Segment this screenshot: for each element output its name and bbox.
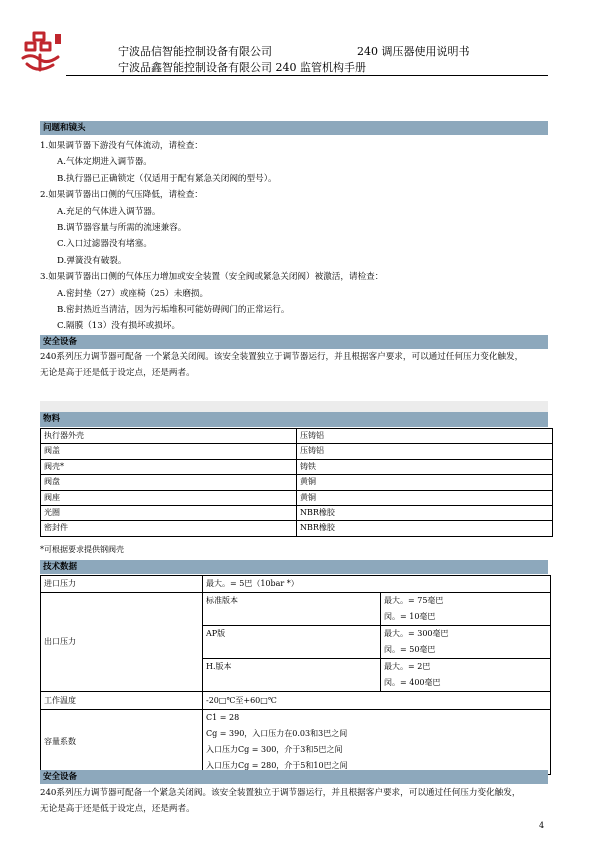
paragraph-line: 240系列压力调节器可配备一个紧急关闭阀。该安全装置独立于调节器运行，并且根据客户要求，可以通过任何压力变化触发， (40, 788, 521, 798)
coefficient-line: Cg = 390，入口压力在0.03和3巴之间 (206, 729, 348, 738)
material-value: 铸铁 (297, 459, 553, 474)
table-row (41, 429, 553, 444)
material-part: 密封件 (41, 521, 297, 536)
troubleshooting-line: B.密封热近当清洁，因为污垢堆积可能妨碍阀门的正常运行。 (57, 304, 290, 315)
safety-device-heading: 安全设备 (40, 770, 548, 784)
troubleshooting-list (40, 138, 383, 335)
inlet-pressure-label: 进口压力 (41, 576, 203, 593)
max-pressure: 最大。= 75毫巴 (384, 596, 444, 605)
troubleshooting-line: 2.如果调节器出口侧的气压降低，请检查： (40, 190, 203, 201)
paragraph-line: 240系列压力调节器可配备 一个紧急关闭阀。该安全装置独立于调节器运行，并且根据客户要求，可以通过任何压力变化触发， (40, 352, 524, 362)
coefficient-line: 入口压力Cg = 280，介于5和10巴之间 (206, 761, 348, 770)
max-pressure: 最大。= 300毫巴 (384, 629, 449, 638)
manual-title: 240 调压器使用说明书 (357, 45, 470, 58)
page-number: 4 (539, 821, 545, 830)
material-value: 黄铜 (297, 475, 553, 490)
table-row (41, 475, 553, 490)
materials-heading: 物料 (40, 412, 548, 427)
troubleshooting-line: B.执行器已正确锁定（仅适用于配有紧急关闭阀的型号）。 (57, 173, 277, 184)
paragraph-line: 无论是高于还是低于设定点，还是两者。 (40, 368, 195, 378)
header-divider (66, 75, 548, 76)
material-part: 阀盖 (41, 444, 297, 459)
material-value: NBR橡胶 (297, 521, 553, 536)
material-value: NBR橡胶 (297, 506, 553, 521)
header-subtitle: 宁波品鑫智能控制设备有限公司 240 监管机构手册 (118, 61, 366, 74)
operating-temperature-value: -20□℃至+60□℃ (203, 692, 551, 710)
material-value: 压铸铝 (297, 429, 553, 444)
table-row (41, 490, 553, 505)
capacity-coefficient-label: 容量系数 (41, 710, 203, 775)
troubleshooting-line: A.气体定期进入调节器。 (57, 157, 152, 168)
troubleshooting-line: B.调节器容量与所需的流速兼容。 (57, 222, 187, 233)
max-pressure: 最大。= 2巴 (384, 662, 431, 671)
paragraph-line: 无论是高于还是低于设定点，还是两者。 (40, 804, 195, 814)
troubleshooting-line: C.入口过滤器没有堵塞。 (57, 239, 152, 250)
version-range (381, 593, 551, 626)
version-name: H.版本 (203, 659, 381, 692)
section-spacer (40, 401, 548, 412)
troubleshooting-line: A.密封垫（27）或座椅（25）未磨损。 (57, 288, 209, 299)
material-part: 阀盘 (41, 475, 297, 490)
technical-data-table (40, 575, 551, 775)
safety-device-heading: 安全设备 (40, 335, 548, 349)
min-pressure: 闵。= 50毫巴 (384, 645, 436, 654)
min-pressure: 闵。= 10毫巴 (384, 612, 436, 621)
company-logo (18, 30, 66, 74)
table-row (41, 576, 551, 593)
operating-temperature-label: 工作温度 (41, 692, 203, 710)
outlet-pressure-label: 出口压力 (41, 593, 203, 692)
safety-device-paragraph (40, 349, 523, 381)
material-part: 光圈 (41, 506, 297, 521)
table-row (41, 692, 551, 710)
table-row (41, 710, 551, 775)
materials-table (40, 428, 553, 537)
version-range (381, 626, 551, 659)
version-range (381, 659, 551, 692)
safety-device-paragraph (40, 785, 520, 817)
table-row (41, 506, 553, 521)
version-name: 标准版本 (203, 593, 381, 626)
troubleshooting-line: A.充足的气体进入调节器。 (57, 206, 161, 217)
inlet-pressure-value: 最大。= 5巴（10bar *） (203, 576, 551, 593)
troubleshooting-line: 1.如果调节器下游没有气体流动，请检查： (40, 141, 203, 151)
capacity-coefficient-value (203, 710, 551, 775)
min-pressure: 闵。= 400毫巴 (384, 678, 441, 687)
material-part: 执行器外壳 (41, 429, 297, 444)
technical-data-heading: 技术数据 (40, 560, 548, 574)
material-part: 阀壳* (41, 459, 297, 474)
coefficient-line: C1 = 28 (206, 713, 240, 722)
table-row (41, 521, 553, 536)
troubleshooting-line: C.隔膜（13）没有损坏或损坏。 (57, 321, 181, 332)
table-row (41, 459, 553, 474)
table-row (41, 593, 551, 626)
material-value: 黄铜 (297, 490, 553, 505)
troubleshooting-heading: 问题和镜头 (40, 121, 548, 135)
table-row (41, 444, 553, 459)
version-name: AP版 (203, 626, 381, 659)
company-name: 宁波品信智能控制设备有限公司 (118, 45, 272, 58)
material-value: 压铸铝 (297, 444, 553, 459)
material-part: 阀座 (41, 490, 297, 505)
troubleshooting-line: 3.如果调节器出口侧的气体压力增加或安全装置（安全阀或紧急关闭阀）被激活，请检查： (40, 272, 384, 283)
materials-footnote: *可根据要求提供钢阀壳 (40, 545, 124, 554)
coefficient-line: 入口压力Cg = 300，介于3和5巴之间 (206, 745, 343, 754)
troubleshooting-line: D.弹簧没有破裂。 (57, 255, 127, 266)
